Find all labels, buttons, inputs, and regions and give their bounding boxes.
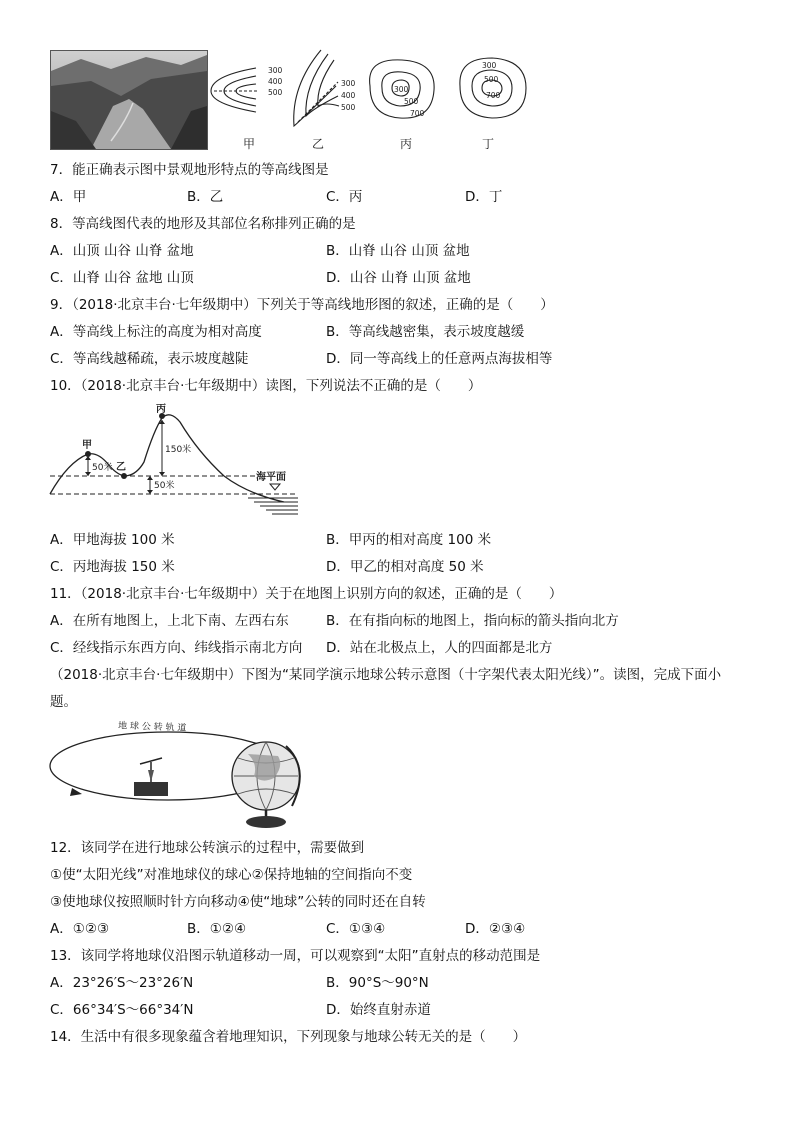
bing-contour-500: 500 [404,97,419,106]
q13-option-c[interactable]: C．66°34′S～66°34′N [50,1002,194,1018]
bing-contour-300: 300 [394,85,409,94]
q12-option-d[interactable]: D．②③④ [465,921,526,937]
q12-option-b[interactable]: B．①②④ [187,921,247,937]
yi-contour-400: 400 [341,91,356,100]
label-peak-bing: 丙 [156,404,166,415]
q9-option-b[interactable]: B．等高线越密集，表示坡度越缓 [326,324,525,340]
q9-option-d[interactable]: D．同一等高线上的任意两点海拔相等 [326,351,553,367]
jia-contour-400: 400 [268,77,283,86]
q12-items-line-2: ③使地球仪按照顺时针方向移动④使“地球”公转的同时还在自转 [50,894,426,910]
label-50m-bottom: 50米 [154,481,175,491]
q13-option-b[interactable]: B．90°S～90°N [326,975,429,991]
q14-stem: 14．生活中有很多现象蕴含着地理知识，下列现象与地球公转无关的是（ ） [50,1029,527,1045]
q12-option-a[interactable]: A．①②③ [50,921,110,937]
orbit-label: 地 球 公 转 轨 道 [117,721,187,734]
intro-line-2: 题。 [50,694,77,710]
q8-option-a[interactable]: A．山顶 山谷 山脊 盆地 [50,243,194,259]
q11-option-a[interactable]: A．在所有地图上，上北下南、左西右东 [50,613,289,629]
point-yi [121,473,127,479]
q10-option-d[interactable]: D．甲乙的相对高度 50 米 [326,559,484,575]
yi-contour-500: 500 [341,103,356,112]
q13-stem: 13．该同学将地球仪沿图示轨道移动一周，可以观察到“太阳”直射点的移动范围是 [50,948,541,964]
ding-contour-500: 500 [484,75,499,84]
contour-map-jia [211,68,258,112]
q7-option-d[interactable]: D．丁 [465,189,503,205]
globe-icon [232,742,300,828]
q8-stem: 8．等高线图代表的地形及其部位名称排列正确的是 [50,216,356,232]
q13-option-d[interactable]: D．始终直射赤道 [326,1002,431,1018]
elevation-profile-diagram [48,402,304,522]
sun-ray-cross-icon [134,758,168,796]
q7-option-b[interactable]: B．乙 [187,189,224,205]
q8-option-c[interactable]: C．山脊 山谷 盆地 山顶 [50,270,194,286]
bing-contour-700: 700 [410,109,425,118]
q7-option-a[interactable]: A．甲 [50,189,87,205]
q11-option-d[interactable]: D．站在北极点上，人的四面都是北方 [326,640,553,656]
q10-option-c[interactable]: C．丙地海拔 150 米 [50,559,175,575]
q10-option-a[interactable]: A．甲地海拔 100 米 [50,532,175,548]
q9-option-a[interactable]: A．等高线上标注的高度为相对高度 [50,324,262,340]
point-jia [85,451,91,457]
label-peak-jia: 甲 [82,440,92,451]
ding-contour-700: 700 [486,91,501,100]
label-bing: 丙 [400,137,413,151]
q9-option-c[interactable]: C．等高线越稀疏，表示坡度越陡 [50,351,249,367]
q11-option-c[interactable]: C．经线指示东西方向、纬线指示南北方向 [50,640,303,656]
q9-stem: 9．（2018·北京丰台·七年级期中）下列关于等高线地形图的叙述，正确的是（ ） [50,297,554,313]
label-50m-left: 50米 [92,463,113,473]
q10-option-b[interactable]: B．甲丙的相对高度 100 米 [326,532,492,548]
yi-contour-300: 300 [341,79,356,88]
earth-orbit-diagram [48,718,328,830]
label-150m: 150米 [165,445,192,455]
q12-stem: 12．该同学在进行地球公转演示的过程中，需要做到 [50,840,365,856]
contour-maps [206,46,536,156]
label-jia: 甲 [243,137,256,151]
q11-stem: 11．（2018·北京丰台·七年级期中）关于在地图上识别方向的叙述，正确的是（ ） [50,586,563,602]
intro-line-1: （2018·北京丰台·七年级期中）下图为“某同学演示地球公转示意图（十字架代表太阳光线）”。读图，完成下面小 [50,667,722,683]
sea-level-marker-icon [270,484,280,490]
q7-option-c[interactable]: C．丙 [326,189,363,205]
q12-option-c[interactable]: C．①③④ [326,921,386,937]
q8-option-d[interactable]: D．山谷 山脊 山顶 盆地 [326,270,471,286]
q8-option-b[interactable]: B．山脊 山谷 山顶 盆地 [326,243,470,259]
ding-contour-300: 300 [482,61,497,70]
jia-contour-500: 500 [268,88,283,97]
q13-option-a[interactable]: A．23°26′S～23°26′N [50,975,194,991]
contour-map-yi [294,50,339,126]
landscape-photo [50,50,208,150]
q10-stem: 10．（2018·北京丰台·七年级期中）读图，下列说法不正确的是（ ） [50,378,482,394]
label-ding: 丁 [482,137,495,151]
label-point-yi: 乙 [116,462,126,473]
q7-stem: 7．能正确表示图中景观地形特点的等高线图是 [50,162,329,178]
jia-contour-300: 300 [268,66,283,75]
q11-option-b[interactable]: B．在有指向标的地图上，指向标的箭头指向北方 [326,613,619,629]
q12-items-line-1: ①使“太阳光线”对准地球仪的球心②保持地轴的空间指向不变 [50,867,413,883]
label-sea-level: 海平面 [256,472,286,483]
label-yi: 乙 [312,137,325,151]
